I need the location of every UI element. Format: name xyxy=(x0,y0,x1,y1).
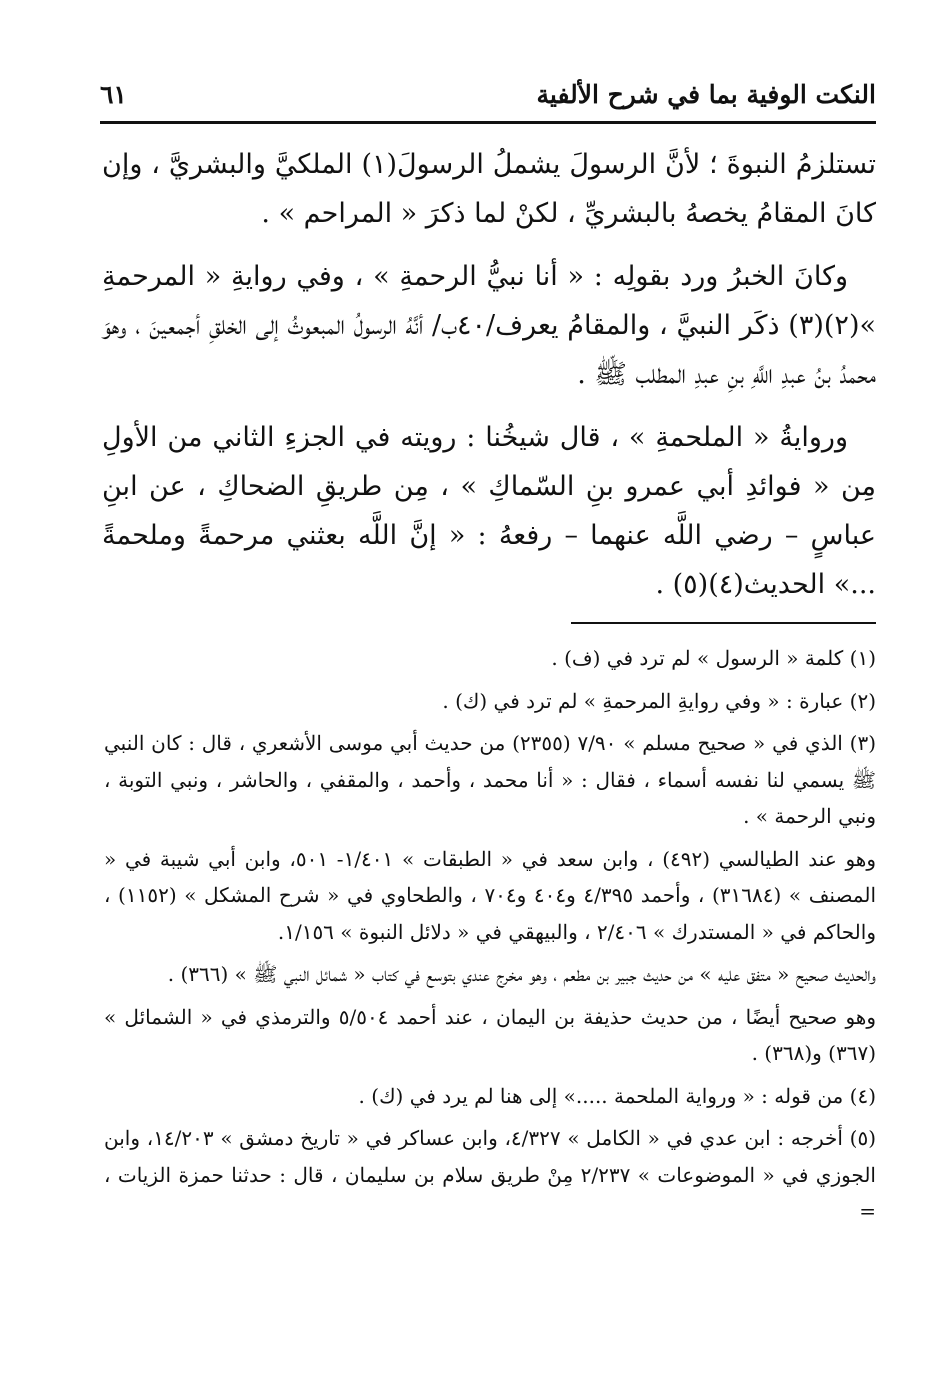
footnote-4: (٤) من قوله : « ورواية الملحمة .....» إلى هنا لم يرد في (ك) . xyxy=(358,1083,876,1108)
footnote-1: (١) كلمة « الرسول » لم ترد في (ف) . xyxy=(551,646,876,670)
footnote-3-continuation-2: والحديث صحيح « متفق عليه » من حديث جبير بن مطعم ، وهو مخرج عندي بتوسع في كتاب « شمائل النبي ﷺ » (٣٦٦) . xyxy=(167,962,876,986)
footnotes xyxy=(104,640,876,1236)
footnote-3-continuation-3: وهو صحيح أيضًا ، من حديث حذيفة بن اليمان ، عند أحمد ٥/٥٠٤ والترمذي في « الشمائل » (٣٦٧) و(٣٦٨) . xyxy=(104,1004,876,1065)
body-paragraph-2: وكانَ الخبرُ ورد بقولِه : « أنا نبيُّ الرحمةِ » ، وفي روايةِ « المرحمةِ »(٢)(٣) ذكَر النبيَّ ، والمقامُ يعرف/٤٠ب/ أنَّهُ الرسولُ المبعوثُ إلى الخلقِ أجمعينَ ، وهوَ محمدُ بنُ عبدِ اللَّهِ بنِ عبدِ المطلب ﷺ . xyxy=(102,261,876,390)
body-paragraph-3: وروايةُ « الملحمةِ » ، قال شيخُنا : رويته في الجزءِ الثاني من الأولِ مِن « فوائدِ أبي عمرو بنِ السّماكِ » ، مِن طريقِ الضحاكِ ، عن ابنِ عباسٍ – رضي اللَّه عنهما – رفعهُ : « إنَّ اللَّه بعثني مرحمةً وملحمةً ...» الحديث(٤)(٥) . xyxy=(102,422,876,600)
running-title: النكت الوفية بما في شرح الألفية xyxy=(536,79,876,109)
header-rule xyxy=(100,121,876,124)
body-paragraph-1: تستلزمُ النبوةَ ؛ لأنَّ الرسولَ يشملُ الرسولَ(١) الملكيَّ والبشريَّ ، وإن كانَ المقامُ يخصهُ بالبشريِّ ، لكنْ لما ذكرَ « المراحم » . xyxy=(102,149,877,229)
footnote-3-continuation-1: وهو عند الطيالسي (٤٩٢) ، وابن سعد في « الطبقات » ١/٤٠١- ٥٠١، وابن أبي شيبة في « المصنف » (٣١٦٨٤) ، وأحمد ٤/٣٩٥ و٤٠٤ و٧٠٤ ، والطحاوي في « شرح المشكل » (١١٥٢) ، والحاكم في « المستدرك » ٢/٤٠٦ ، والبيهقي في « دلائل النبوة » ١/١٥٦. xyxy=(104,846,877,944)
running-header xyxy=(100,70,876,118)
footnote-3: (٣) الذي في « صحيح مسلم » ٧/٩٠ (٢٣٥٥) من حديث أبي موسى الأشعري ، قال : كان النبي ﷺ يسمي لنا نفسه أسماء ، فقال : « أنا محمد ، وأحمد ، والمقفي ، والحاشر ، ونبي التوبة ، ونبي الرحمة » . xyxy=(104,731,876,828)
footnote-separator xyxy=(571,622,876,624)
footnote-5: (٥) أخرجه : ابن عدي في « الكامل » ٤/٣٢٧، وابن عساكر في « تاريخ دمشق » ١٤/٢٠٣، وابن الجوزي في « الموضوعات » ٢/٢٣٧ مِنْ طريق سلام بن سليمان ، قال : حدثنا حمزة الزيات ، = xyxy=(104,1126,876,1223)
page-number: ٦١ xyxy=(100,79,127,109)
main-text xyxy=(102,140,876,623)
footnote-2: (٢) عبارة : « وفي روايةِ المرحمةِ » لم ترد في (ك) . xyxy=(442,688,876,713)
